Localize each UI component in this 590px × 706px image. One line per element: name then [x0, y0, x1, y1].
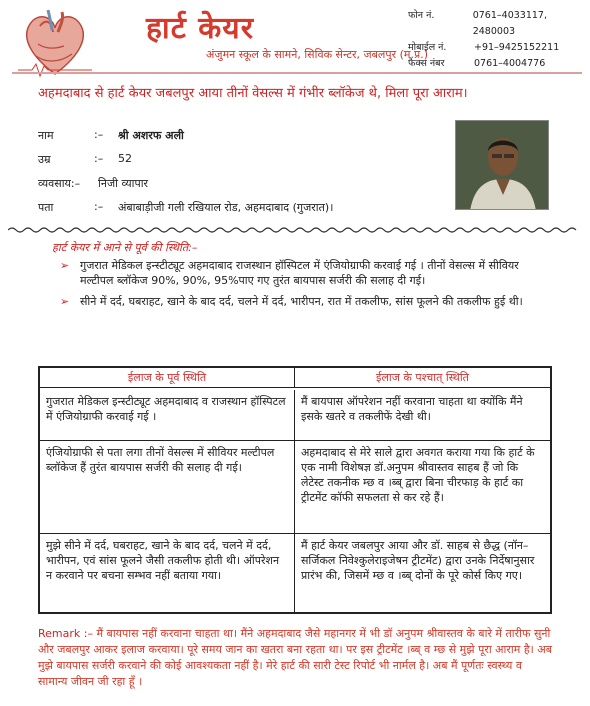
bullet-list: [60, 258, 552, 315]
address-separator: :–: [94, 200, 104, 213]
contact-mobile: [408, 40, 590, 56]
name-value: श्री अशरफ अली: [118, 129, 184, 142]
remark-label: Remark :–: [38, 627, 93, 640]
heart-logo-icon: [18, 4, 92, 80]
table-cell-after: मैं बायपास ऑपरेशन नहीं करवाना चाहता था क्योंकि मैंने इसके खतरे व तकलीफें देखी थी।: [301, 395, 523, 423]
table-row: [40, 390, 550, 440]
table-header: [40, 368, 550, 388]
header-divider: [12, 72, 582, 74]
name-separator: :–: [94, 128, 104, 141]
list-item: [60, 258, 552, 288]
portrait-photo: [455, 120, 549, 210]
arrow-bullet-icon: ➢: [60, 259, 70, 272]
address-label: पता: [38, 201, 54, 214]
age-label: उम्र: [38, 153, 51, 166]
age-separator: :–: [94, 152, 104, 165]
contact-phone-label: फोन नं.: [408, 10, 435, 21]
table-cell-after: अहमदाबाद से मेरे साले द्वारा अवगत कराया गया कि हार्ट के एक नामी विशेषज्ञ डॉ.अनुपम श्रीवास्तव साहब हैं जो कि लेटेस्ट तकनीक म्छ व ।ब्ब् द्वारा बिना चीरफाड़ के हार्ट का ट्रीटमेंट कॉफी सफलता से कर रहे हैं।: [301, 446, 535, 504]
table-row: [40, 441, 550, 533]
contact-fax-value: 0761–4004776: [474, 58, 546, 69]
contact-phone-value: 0761–4033117, 2480003: [472, 10, 547, 37]
list-item: [60, 294, 552, 309]
occupation-value: निजी व्यापार: [98, 177, 149, 190]
comparison-table: [38, 366, 552, 614]
table-cell-before: एंजियोग्राफी से पता लगा तीनों वेसल्स में सीवियर मल्टीपल ब्लॉकेज हैं तुरंत बायपास सर्जरी की सलाह दी गई।: [40, 441, 295, 533]
remark-text: मैं बायपास नहीं करवाना चाहता था। मैंने अहमदाबाद जैसे महानगर में भी डॉ अनुपम श्रीवास्तव के बारे में तारीफ सुनी और जबलपुर आकर इलाज करवाया। पूरे समय जान का खतरा बना रहता था। पर इस ट्रीटमेंट ।ब्ब् व म्छ से मुझे पूरा आराम है। अब मुझे बायपास सर्जरी करवाने की कोई आवश्यकता नहीं है। मेरे हार्ट की सारी टेस्ट रिपोर्ट भी नार्मल है। अब मैं पूर्णतः स्वस्थ्य व सामान्य जीवन जी रहा हूँ ।: [38, 627, 553, 688]
wave-divider: [8, 219, 580, 227]
table-cell-before: मुझे सीने में दर्द, घबराहट, खाने के बाद दर्द, चलने में दर्द, भारीपन, एवं सांस फूलने जैसी तकलीफ होती थी। ऑपरेशन न करवाने पर बचना सम्भव नहीं बताया गया।: [40, 534, 295, 612]
contact-fax: [408, 56, 590, 72]
contact-block: [408, 8, 590, 72]
brand-title: हार्ट केयर: [146, 11, 254, 46]
header-after: ईलाज के पश्चात् स्थिति: [376, 371, 469, 384]
remark: [38, 626, 554, 690]
address-value: अंबाबाड़ीजी गली रखियाल रोड, अहमदाबाद (गुजरात)।: [118, 201, 334, 214]
age-value: 52: [118, 152, 132, 165]
contact-phone: [408, 8, 590, 40]
contact-mobile-label: मोबाईल नं.: [408, 42, 447, 53]
section-title: हार्ट केयर में आने से पूर्व की स्थिति:–: [52, 241, 198, 254]
bullet-text-2: सीने में दर्द, घबराहट, खाने के बाद दर्द, चलने में दर्द, भारीपन, रात में तकलीफ, सांस फूलने की तकलीफ हुई थी।: [80, 295, 523, 308]
arrow-bullet-icon: ➢: [60, 295, 70, 308]
occupation-label: व्यवसाय:–: [38, 177, 81, 190]
contact-mobile-value: +91–9425152211: [474, 42, 560, 53]
bullet-text-1: गुजरात मेडिकल इन्स्टीट्यूट अहमदाबाद राजस्थान हॉस्पिटल में एंजियोग्राफी करवाई गई । तीनों वेसल्स में सीवियर मल्टीपल ब्लॉकेज 90%, 90%, 95%पाए गए तुरंत बायपास सर्जरी की सलाह दी गई।: [80, 259, 519, 287]
header-before: ईलाज के पूर्व स्थिति: [40, 368, 295, 387]
table-cell-before: गुजरात मेडिकल इन्स्टीट्यूट अहमदाबाद व राजस्थान हॉस्पिटल में एंजियोग्राफी करवाई गई ।: [40, 390, 295, 440]
name-label: नाम: [38, 129, 54, 142]
brand-address: अंजुमन स्कूल के सामने, सिविक सेन्टर, जबलपुर (म.प्र.): [206, 48, 429, 61]
headline: अहमदाबाद से हार्ट केयर जबलपुर आया तीनों वेसल्स में गंभीर ब्लॉकेज थे, मिला पूरा आराम।: [38, 86, 468, 101]
table-row: [40, 534, 550, 612]
contact-fax-label: फैक्स नंबर: [408, 58, 445, 69]
table-cell-after: मैं हार्ट केयर जबलपुर आया और डॉ. साहब से छैद्ध (नॉन–सर्जिकल निवेश्कुलेराइजेषन ट्रीटमेंट) द्वारा उनके निर्देषानुसार प्रारंभ की, जिसमें म्छ व ।ब्ब् दोनों के पूरे कोर्स किए गए।: [301, 539, 535, 582]
